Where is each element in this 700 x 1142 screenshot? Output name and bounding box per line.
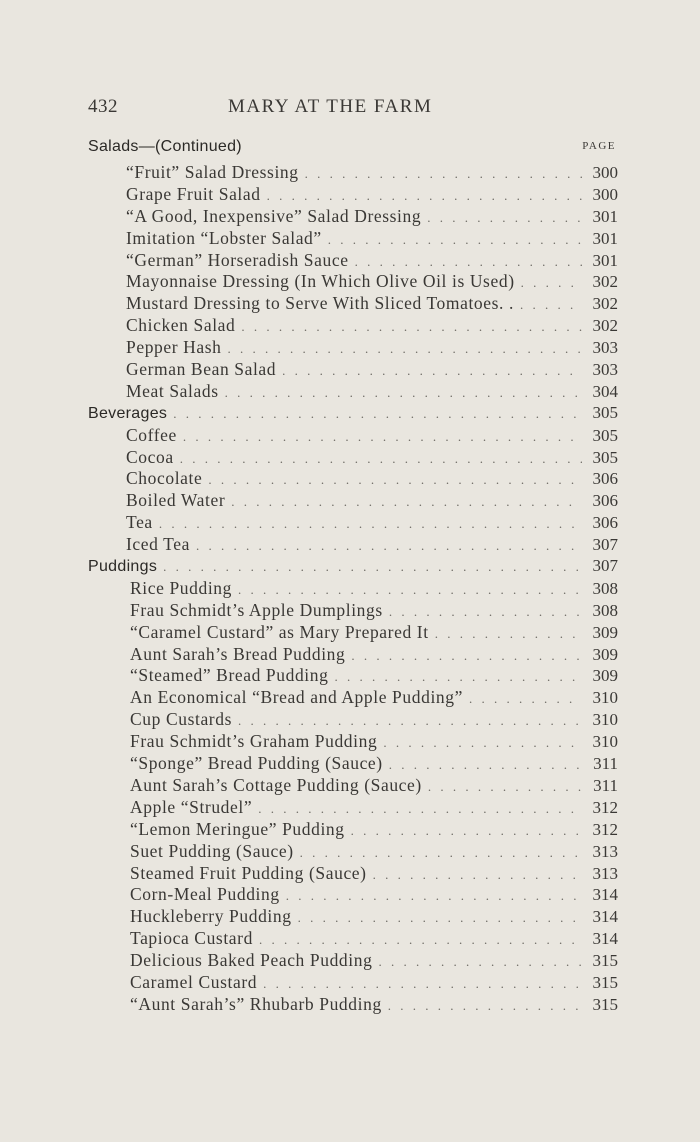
entry-title: “Steamed” Bread Pudding (130, 665, 329, 686)
toc-entry (88, 315, 618, 337)
toc-entry (88, 578, 618, 600)
toc-entry (88, 994, 618, 1016)
entry-title: Coffee (126, 424, 177, 445)
toc-entry (88, 447, 618, 469)
toc-entry (88, 490, 618, 512)
page-reference: 312 (592, 797, 618, 817)
toc-entry (88, 381, 618, 403)
dot-leader (225, 385, 582, 401)
entry-title: Apple “Strudel” (130, 796, 253, 817)
dot-leader (282, 363, 582, 379)
page-reference: 309 (592, 644, 618, 664)
page-number: 432 (88, 96, 118, 117)
page-reference: 302 (592, 294, 618, 314)
page-reference: 301 (592, 206, 618, 226)
toc-entry (88, 709, 618, 731)
dot-leader (159, 516, 582, 532)
dot-leader (267, 188, 582, 204)
dot-leader (305, 166, 582, 182)
page-reference: 300 (592, 184, 618, 204)
toc-entry (88, 600, 618, 622)
entry-title: “Caramel Custard” as Mary Prepared It (130, 621, 429, 642)
page-reference: 300 (592, 163, 618, 182)
dot-leader (328, 232, 582, 248)
toc-entry (88, 775, 618, 797)
entry-title: Mustard Dressing to Serve With Sliced Tomatoes. . (126, 293, 514, 314)
entry-title: “Sponge” Bread Pudding (Sauce) (130, 753, 383, 774)
page-reference: 309 (592, 666, 618, 686)
page-reference: 312 (592, 819, 618, 839)
toc-entry (88, 359, 618, 381)
dot-leader (238, 713, 582, 729)
entry-title: Aunt Sarah’s Bread Pudding (130, 643, 346, 664)
entry-title: Rice Pudding (130, 577, 232, 598)
entry-title: Chicken Salad (126, 315, 236, 336)
dot-leader (389, 604, 582, 620)
dot-leader (351, 823, 582, 839)
page-reference: 314 (592, 907, 618, 927)
entry-title: Corn-Meal Pudding (130, 884, 280, 905)
dot-leader (388, 998, 582, 1014)
entry-title: Caramel Custard (130, 971, 258, 992)
entry-title: “Fruit” Salad Dressing (126, 162, 299, 182)
toc-entry (88, 293, 618, 315)
dot-leader (300, 845, 582, 861)
toc-entry (88, 972, 618, 994)
toc-entry (88, 512, 618, 534)
page-reference: 314 (592, 929, 618, 949)
toc-entry (88, 250, 618, 272)
page-reference: 302 (592, 272, 618, 292)
page-reference: 310 (592, 732, 618, 752)
entry-title: Grape Fruit Salad (126, 183, 261, 204)
entry-title: Suet Pudding (Sauce) (130, 840, 294, 861)
section-title: Beverages (88, 404, 168, 422)
toc-entry (88, 665, 618, 687)
page-reference: 309 (592, 622, 618, 642)
entry-title: Delicious Baked Peach Pudding (130, 950, 373, 971)
toc-entry (88, 644, 618, 666)
toc-entry (88, 534, 618, 556)
dot-leader (435, 626, 582, 642)
dot-leader (228, 341, 582, 357)
page-reference: 302 (592, 316, 618, 336)
entry-title: “A Good, Inexpensive” Salad Dressing (126, 205, 422, 226)
entry-title: “German” Horseradish Sauce (126, 249, 349, 270)
page-reference: 313 (592, 841, 618, 861)
entry-title: Cup Custards (130, 709, 232, 730)
dot-leader (469, 691, 582, 707)
dot-leader (180, 451, 582, 467)
page-reference: 306 (592, 469, 618, 489)
toc-entry (88, 184, 618, 206)
toc-entry (88, 622, 618, 644)
dot-leader (298, 910, 582, 926)
dot-leader (173, 406, 582, 422)
dot-leader (238, 582, 582, 598)
entry-title: Cocoa (126, 446, 174, 467)
dot-leader (196, 538, 582, 554)
page-reference: 315 (592, 994, 618, 1014)
page-reference: 305 (592, 425, 618, 445)
page-reference: 306 (592, 491, 618, 511)
entry-title: Boiled Water (126, 490, 226, 511)
toc-entry (88, 797, 618, 819)
toc-entry (88, 731, 618, 753)
page-reference: 315 (592, 972, 618, 992)
entry-title: German Bean Salad (126, 359, 277, 380)
toc-entry (88, 884, 618, 906)
section-heading (88, 403, 618, 425)
dot-leader (259, 932, 582, 948)
page-reference: 303 (592, 338, 618, 358)
toc-entry (88, 819, 618, 841)
entry-title: Imitation “Lobster Salad” (126, 227, 322, 248)
entry-title: Tapioca Custard (130, 928, 253, 949)
dot-leader (520, 297, 582, 313)
entry-title: Iced Tea (126, 534, 190, 555)
page-header (88, 96, 620, 122)
entry-title: Aunt Sarah’s Cottage Pudding (Sauce) (130, 774, 422, 795)
section-title: Salads—(Continued) (88, 138, 242, 155)
entry-title: An Economical “Bread and Apple Pudding” (130, 687, 463, 708)
entry-title: Mayonnaise Dressing (In Which Olive Oil is Used) (126, 271, 515, 292)
page-reference: 308 (592, 578, 618, 598)
toc-entry (88, 271, 618, 293)
section-heading (88, 556, 618, 578)
running-head: MARY AT THE FARM (228, 96, 433, 117)
page-reference: 304 (592, 381, 618, 401)
toc-entry (88, 928, 618, 950)
entry-title: Chocolate (126, 468, 203, 489)
dot-leader (163, 559, 582, 575)
page-reference: 310 (592, 710, 618, 730)
page-reference: 311 (593, 775, 618, 795)
dot-leader (427, 210, 582, 226)
toc-entry (88, 753, 618, 775)
toc-entry (88, 425, 618, 447)
page-reference: 303 (592, 360, 618, 380)
toc-entry (88, 906, 618, 928)
toc-entry (88, 162, 618, 184)
page-reference: 306 (592, 513, 618, 533)
entry-title: Meat Salads (126, 380, 219, 401)
entry-title: Steamed Fruit Pudding (Sauce) (130, 862, 367, 883)
toc-entry (88, 687, 618, 709)
toc-entry (88, 337, 618, 359)
entry-title: Pepper Hash (126, 337, 222, 358)
dot-leader (373, 867, 582, 883)
dot-leader (208, 472, 582, 488)
table-of-contents (88, 138, 618, 1016)
toc-entry (88, 863, 618, 885)
entry-title: Frau Schmidt’s Graham Pudding (130, 731, 378, 752)
toc-entry (88, 228, 618, 250)
page-reference: 307 (592, 535, 618, 555)
entry-title: Tea (126, 512, 153, 533)
dot-leader (334, 669, 582, 685)
dot-leader (355, 254, 582, 270)
dot-leader (286, 888, 582, 904)
dot-leader (428, 779, 582, 795)
page-reference: 305 (592, 447, 618, 467)
dot-leader (241, 319, 582, 335)
entry-title: “Aunt Sarah’s” Rhubarb Pudding (130, 993, 382, 1014)
page-reference: 314 (592, 885, 618, 905)
toc-entry (88, 950, 618, 972)
section-heading (88, 138, 618, 162)
entry-title: Huckleberry Pudding (130, 906, 292, 927)
page-reference: 313 (592, 863, 618, 883)
toc-entry (88, 468, 618, 490)
page-reference: 307 (592, 556, 618, 576)
dot-leader (389, 757, 582, 773)
page-reference: 315 (592, 951, 618, 971)
page-reference: 305 (592, 402, 618, 422)
dot-leader (383, 735, 582, 751)
page-reference: 308 (592, 600, 618, 620)
entry-title: Frau Schmidt’s Apple Dumplings (130, 599, 383, 620)
page-reference: 301 (592, 250, 618, 270)
dot-leader (183, 429, 582, 445)
page-reference: 301 (592, 228, 618, 248)
dot-leader (351, 648, 582, 664)
dot-leader (231, 494, 582, 510)
dot-leader (263, 976, 582, 992)
page-column-label: PAGE (582, 140, 616, 152)
dot-leader (521, 275, 582, 291)
toc-entry (88, 841, 618, 863)
page-reference: 311 (593, 754, 618, 774)
dot-leader (258, 801, 582, 817)
section-title: Puddings (88, 558, 158, 576)
page-reference: 310 (592, 688, 618, 708)
entry-title: “Lemon Meringue” Pudding (130, 818, 345, 839)
dot-leader (378, 954, 582, 970)
toc-entry (88, 206, 618, 228)
